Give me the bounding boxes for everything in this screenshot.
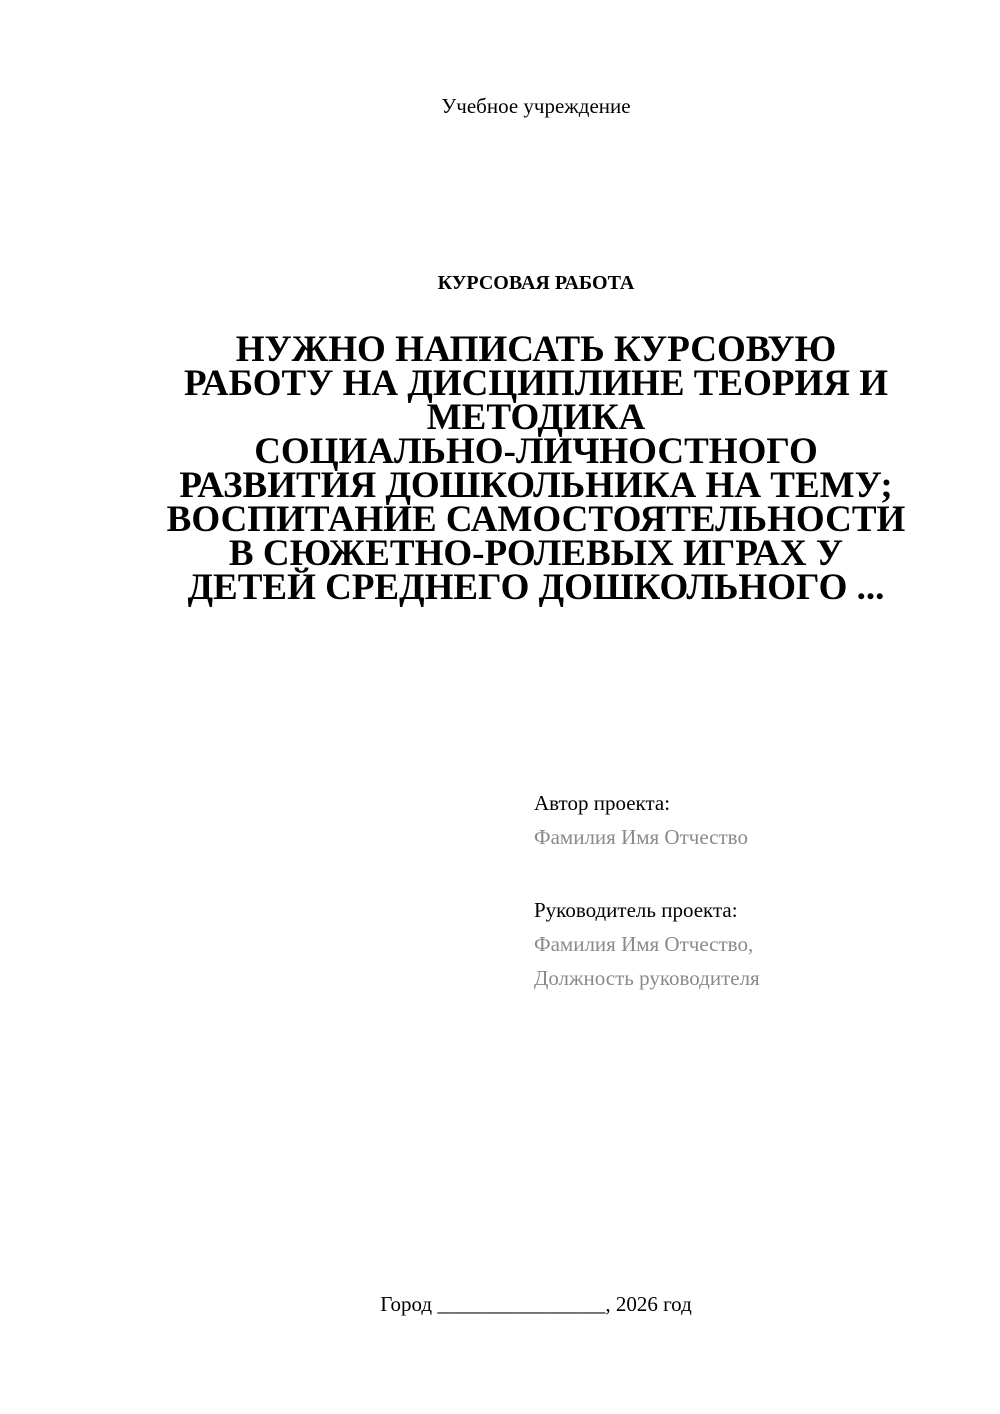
institution-name: Учебное учреждение: [441, 94, 631, 118]
supervisor-position: Должность руководителя: [534, 966, 760, 990]
title-line: СОЦИАЛЬНО-ЛИЧНОСТНОГО: [254, 431, 818, 472]
author-name: Фамилия Имя Отчество: [534, 825, 748, 849]
city-year-line: Город ________________, 2026 год: [380, 1292, 692, 1316]
author-block: [534, 786, 974, 854]
document-type: КУРСОВАЯ РАБОТА: [437, 272, 635, 294]
supervisor-label: Руководитель проекта:: [534, 898, 738, 922]
title-line: РАЗВИТИЯ ДОШКОЛЬНИКА НА ТЕМУ;: [179, 465, 893, 506]
supervisor-name: Фамилия Имя Отчество,: [534, 932, 754, 956]
title-line: МЕТОДИКА: [426, 397, 646, 438]
document-title: [150, 329, 922, 608]
title-line: РАБОТУ НА ДИСЦИПЛИНЕ ТЕОРИЯ И: [183, 363, 889, 404]
title-line: НУЖНО НАПИСАТЬ КУРСОВУЮ: [235, 329, 837, 370]
title-line: ДЕТЕЙ СРЕДНЕГО ДОШКОЛЬНОГО ...: [187, 567, 885, 608]
title-line: В СЮЖЕТНО-РОЛЕВЫХ ИГРАХ У: [228, 533, 844, 574]
supervisor-block: [534, 893, 974, 995]
title-line: ВОСПИТАНИЕ САМОСТОЯТЕЛЬНОСТИ: [166, 499, 906, 540]
author-label: Автор проекта:: [534, 791, 671, 815]
